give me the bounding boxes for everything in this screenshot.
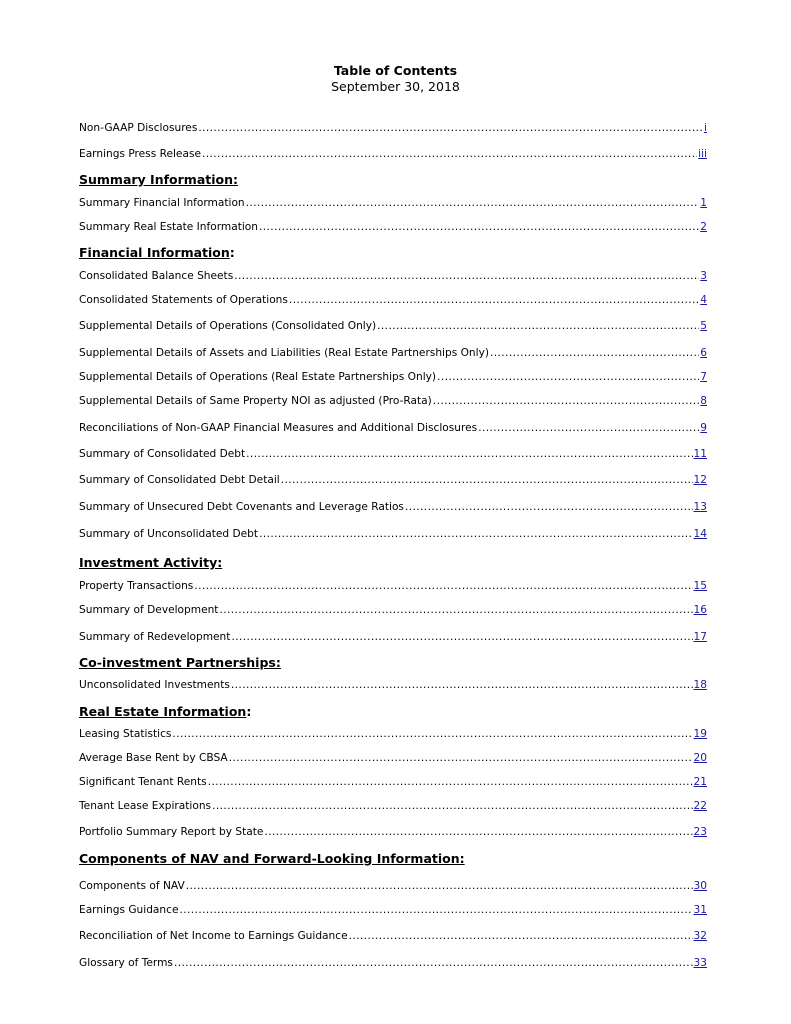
dot-leader bbox=[219, 604, 692, 616]
toc-row bbox=[79, 580, 707, 594]
page-title: Table of Contents bbox=[333, 63, 458, 78]
toc-entry-label: Supplemental Details of Same Property NOI as adjusted (Pro-Rata) bbox=[79, 395, 432, 407]
toc-row-non-gaap bbox=[79, 122, 707, 136]
dot-leader bbox=[246, 197, 700, 209]
toc-entry-label: Significant Tenant Rents bbox=[79, 776, 207, 788]
section-heading-investment bbox=[79, 555, 222, 570]
dot-leader bbox=[259, 528, 692, 540]
toc-page-link[interactable]: 3 bbox=[700, 270, 707, 282]
toc-row bbox=[79, 501, 707, 515]
dot-leader bbox=[264, 826, 692, 838]
toc-page-link[interactable]: 6 bbox=[700, 347, 707, 359]
toc-entry-label: Consolidated Statements of Operations bbox=[79, 294, 288, 306]
toc-entry-label: Summary Financial Information bbox=[79, 197, 245, 209]
toc-page-link[interactable]: 5 bbox=[700, 320, 707, 332]
toc-page-link[interactable]: 4 bbox=[700, 294, 707, 306]
toc-entry-label: Summary of Unsecured Debt Covenants and Leverage Ratios bbox=[79, 501, 404, 513]
toc-page-link[interactable]: 11 bbox=[693, 448, 707, 460]
toc-page-link[interactable]: 17 bbox=[693, 631, 707, 643]
toc-page-link[interactable]: 2 bbox=[700, 221, 707, 233]
section-heading-text: Components of NAV and Forward-Looking Information: bbox=[79, 851, 465, 866]
toc-entry-label: Unconsolidated Investments bbox=[79, 679, 230, 691]
toc-entry-label: Earnings Guidance bbox=[79, 904, 179, 916]
dot-leader bbox=[259, 221, 699, 233]
toc-entry-label: Supplemental Details of Operations (Consolidated Only) bbox=[79, 320, 377, 332]
toc-page-link[interactable]: 14 bbox=[693, 528, 707, 540]
toc-page-link[interactable]: 1 bbox=[700, 197, 707, 209]
dot-leader bbox=[212, 800, 692, 812]
dot-leader bbox=[229, 752, 693, 764]
toc-page-link[interactable]: 18 bbox=[693, 679, 707, 691]
dot-leader bbox=[478, 422, 699, 434]
dot-leader bbox=[405, 501, 693, 513]
toc-page-link[interactable]: 13 bbox=[693, 501, 707, 513]
toc-row bbox=[79, 631, 707, 645]
toc-page-link[interactable]: 7 bbox=[700, 371, 707, 383]
toc-entry-label: Glossary of Terms bbox=[79, 957, 173, 969]
section-heading-colon: : bbox=[233, 172, 238, 187]
toc-row bbox=[79, 474, 707, 488]
section-heading-colon: : bbox=[229, 245, 235, 260]
section-heading-financial bbox=[79, 245, 235, 260]
section-heading-coinvestment bbox=[79, 655, 281, 670]
toc-entry-label: Non-GAAP Disclosures bbox=[79, 122, 198, 134]
section-heading-text: Co-investment Partnerships: bbox=[79, 655, 281, 670]
section-heading-text: Investment Activity: bbox=[79, 555, 223, 570]
dot-leader bbox=[208, 776, 693, 788]
toc-page-link[interactable]: 23 bbox=[693, 826, 707, 838]
dot-leader bbox=[231, 631, 692, 643]
toc-row bbox=[79, 800, 707, 814]
dot-leader bbox=[186, 880, 693, 892]
toc-entry-label: Consolidated Balance Sheets bbox=[79, 270, 234, 282]
dot-leader bbox=[198, 122, 703, 134]
toc-page-link[interactable]: 15 bbox=[693, 580, 707, 592]
toc-entry-label: Reconciliations of Non-GAAP Financial Measures and Additional Disclosures bbox=[79, 422, 478, 434]
dot-leader bbox=[246, 448, 692, 460]
toc-page-link[interactable]: iii bbox=[698, 148, 707, 160]
dot-leader bbox=[289, 294, 699, 306]
dot-leader bbox=[174, 957, 693, 969]
section-heading-summary bbox=[79, 172, 238, 187]
toc-row-press-release bbox=[79, 148, 707, 162]
section-heading-text: Financial Information bbox=[79, 245, 230, 260]
dot-leader bbox=[490, 347, 699, 359]
toc-row bbox=[79, 395, 707, 409]
page-date: September 30, 2018 bbox=[331, 79, 460, 94]
toc-page-link[interactable]: 12 bbox=[693, 474, 707, 486]
dot-leader bbox=[377, 320, 699, 332]
section-heading-nav bbox=[79, 851, 465, 866]
toc-entry-label: Supplemental Details of Assets and Liabilities (Real Estate Partnerships Only) bbox=[79, 347, 489, 359]
toc-row bbox=[79, 679, 707, 693]
toc-page-link[interactable]: 22 bbox=[693, 800, 707, 812]
toc-entry-label: Components of NAV bbox=[79, 880, 185, 892]
toc-entry-label: Summary Real Estate Information bbox=[79, 221, 258, 233]
toc-row bbox=[79, 448, 707, 462]
toc-row bbox=[79, 371, 707, 385]
toc-page-link[interactable]: i bbox=[704, 122, 707, 134]
toc-row bbox=[79, 528, 707, 542]
toc-entry-label: Summary of Redevelopment bbox=[79, 631, 231, 643]
toc-entry-label: Reconciliation of Net Income to Earnings Guidance bbox=[79, 930, 348, 942]
toc-entry-label: Tenant Lease Expirations bbox=[79, 800, 212, 812]
toc-row bbox=[79, 904, 707, 918]
toc-page-link[interactable]: 31 bbox=[693, 904, 707, 916]
dot-leader bbox=[437, 371, 699, 383]
toc-page-link[interactable]: 33 bbox=[693, 957, 707, 969]
dot-leader bbox=[172, 728, 692, 740]
toc-row bbox=[79, 221, 707, 235]
dot-leader bbox=[202, 148, 697, 160]
toc-entry-label: Property Transactions bbox=[79, 580, 194, 592]
section-heading-text: Summary Information bbox=[79, 172, 233, 187]
section-heading-real-estate bbox=[79, 704, 251, 719]
toc-row bbox=[79, 880, 707, 894]
toc-row bbox=[79, 422, 707, 436]
toc-row bbox=[79, 728, 707, 742]
toc-entry-label: Summary of Unconsolidated Debt bbox=[79, 528, 259, 540]
toc-row bbox=[79, 957, 707, 971]
toc-entry-label: Leasing Statistics bbox=[79, 728, 172, 740]
dot-leader bbox=[234, 270, 699, 282]
toc-entry-label: Summary of Consolidated Debt Detail bbox=[79, 474, 280, 486]
toc-row bbox=[79, 752, 707, 766]
toc-entry-label: Portfolio Summary Report by State bbox=[79, 826, 264, 838]
toc-page-link[interactable]: 9 bbox=[700, 422, 707, 434]
section-heading-text: Real Estate Information bbox=[79, 704, 247, 719]
toc-page-link[interactable]: 8 bbox=[700, 395, 707, 407]
toc-page-link[interactable]: 16 bbox=[693, 604, 707, 616]
toc-page-link[interactable]: 32 bbox=[693, 930, 707, 942]
toc-page-link[interactable]: 20 bbox=[693, 752, 707, 764]
toc-entry-label: Summary of Consolidated Debt bbox=[79, 448, 246, 460]
toc-page-link[interactable]: 19 bbox=[693, 728, 707, 740]
toc-entry-label: Summary of Development bbox=[79, 604, 219, 616]
toc-row bbox=[79, 197, 707, 211]
toc-row bbox=[79, 604, 707, 618]
dot-leader bbox=[349, 930, 693, 942]
toc-page-link[interactable]: 30 bbox=[693, 880, 707, 892]
toc-row bbox=[79, 776, 707, 790]
dot-leader bbox=[231, 679, 693, 691]
toc-row bbox=[79, 930, 707, 944]
toc-entry-label: Average Base Rent by CBSA bbox=[79, 752, 228, 764]
dot-leader bbox=[433, 395, 699, 407]
toc-row bbox=[79, 320, 707, 334]
dot-leader bbox=[194, 580, 692, 592]
toc-row bbox=[79, 347, 707, 361]
dot-leader bbox=[179, 904, 692, 916]
toc-entry-label: Earnings Press Release bbox=[79, 148, 201, 160]
toc-row bbox=[79, 826, 707, 840]
section-heading-colon: : bbox=[246, 704, 252, 719]
dot-leader bbox=[281, 474, 693, 486]
toc-page-link[interactable]: 21 bbox=[693, 776, 707, 788]
toc-row bbox=[79, 294, 707, 308]
toc-row bbox=[79, 270, 707, 284]
toc-entry-label: Supplemental Details of Operations (Real Estate Partnerships Only) bbox=[79, 371, 437, 383]
